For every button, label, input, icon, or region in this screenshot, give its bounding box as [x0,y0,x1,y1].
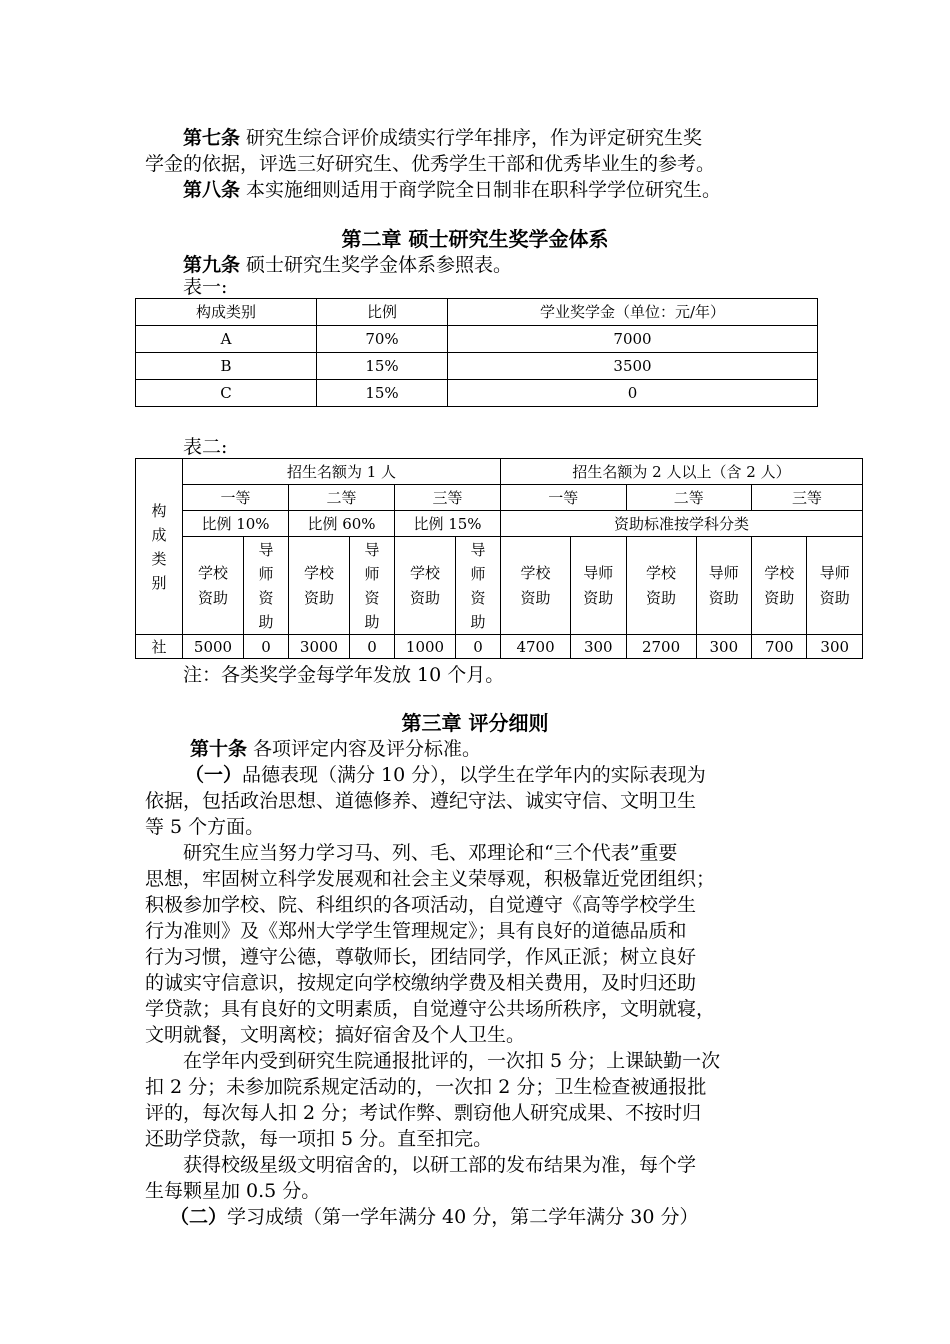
para2-line: 还助学贷款，每一项扣 5 分。直至扣完。 [145,1128,493,1150]
header-text: 导 [258,540,274,559]
header-text: 资 [258,588,274,607]
table-row [136,537,863,635]
table-cell: 0 [244,635,289,659]
table-row [136,380,818,407]
table-cell: 4700 [501,635,571,659]
para1-line: 的诚实守信意识，按规定向学校缴纳学费及相关费用，及时归还助 [145,972,697,994]
table-cell: 700 [752,635,807,659]
study-text: 学习成绩（第一学年满分 40 分，第二学年满分 30 分） [227,1206,699,1228]
grade-header: 三等 [752,485,863,511]
article-10-text: 各项评定内容及评分标准。 [247,738,482,760]
header-text: 导师 [708,563,739,582]
table-row [136,353,818,380]
table-cell: 5000 [183,635,244,659]
table-header: 比例 [317,299,448,326]
article-7-line-2: 学金的依据，评选三好研究生、优秀学生干部和优秀毕业生的参考。 [145,153,716,175]
grade-header: 三等 [395,485,501,511]
tutor-funding-header [350,537,395,635]
header-text: 资助 [583,588,614,607]
table-cell: 1000 [395,635,456,659]
table-cell: 0 [350,635,395,659]
header-text: 导 [364,540,380,559]
header-text: 导师 [819,563,850,582]
school-funding-header [395,537,456,635]
group-1-header: 招生名额为 1 人 [183,459,501,485]
table-cell: C [136,380,317,407]
tutor-funding-header [244,537,289,635]
header-text: 助 [258,612,274,631]
table-cell: B [136,353,317,380]
grade-header: 二等 [289,485,395,511]
moral-line-2: 依据，包括政治思想、道德修养、遵纪守法、诚实守信、文明卫生 [145,790,697,812]
category-char: 别 [151,573,167,592]
header-text: 师 [470,564,486,583]
table-row [136,635,863,659]
table-header: 学业奖学金（单位：元/年） [448,299,818,326]
para1-line: 学贷款；具有良好的文明素质，自觉遵守公共场所秩序，文明就寝， [145,998,716,1020]
school-funding-header [183,537,244,635]
header-text: 学校 [764,563,795,582]
para2-line: 在学年内受到研究生院通报批评的，一次扣 5 分；上课缺勤一次 [183,1050,721,1072]
ratio-cell: 比例 15% [395,511,501,537]
header-text: 资助 [764,588,795,607]
chapter-2-heading: 第二章 硕士研究生奖学金体系 [341,227,609,251]
category-char: 类 [151,549,167,568]
category-label-cell [136,459,183,635]
article-7-label: 第七条 [183,127,241,149]
grade-header: 一等 [183,485,289,511]
header-text: 师 [258,564,274,583]
header-text: 资助 [197,588,228,607]
para3-line: 生每颗星加 0.5 分。 [145,1180,321,1202]
article-10-label: 第十条 [190,738,248,760]
category-char: 构 [151,501,167,520]
header-text: 学校 [646,563,677,582]
para1-line: 行为习惯，遵守公德，尊敬师长，团结同学，作风正派；树立良好 [145,946,697,968]
study-label: （二） [170,1206,228,1228]
table-row [136,511,863,537]
header-text: 资助 [520,588,551,607]
header-text: 资助 [303,588,334,607]
tutor-funding-header [571,537,626,635]
article-9-text: 硕士研究生奖学金体系参照表。 [240,254,513,276]
header-text: 学校 [409,563,440,582]
article-8 [145,177,815,203]
header-text: 资助 [409,588,440,607]
table-cell: 2700 [626,635,696,659]
funding-standard-cell: 资助标准按学科分类 [501,511,863,537]
article-7 [145,125,815,151]
header-text: 学校 [197,563,228,582]
category-char: 成 [151,525,167,544]
article-8-text: 本实施细则适用于商学院全日制非在职科学学位研究生。 [240,179,722,201]
article-8-label: 第八条 [183,179,241,201]
moral-line-1 [185,762,855,788]
table-row [136,485,863,511]
header-text: 助 [470,612,486,631]
header-text: 助 [364,612,380,631]
table-1 [135,298,818,407]
study-line [170,1204,840,1230]
table-row [136,326,818,353]
header-text: 师 [364,564,380,583]
table-cell: 15% [317,380,448,407]
moral-line-3: 等 5 个方面。 [145,816,265,838]
ratio-cell: 比例 10% [183,511,289,537]
table-cell: 3000 [289,635,350,659]
article-9-label: 第九条 [183,254,241,276]
table-cell: 3500 [448,353,818,380]
para1-line: 行为准则》及《郑州大学学生管理规定》；具有良好的道德品质和 [145,920,687,942]
table-row [136,459,863,485]
para1-line: 文明就餐，文明离校；搞好宿舍及个人卫生。 [145,1024,526,1046]
table-1-caption: 表一: [183,276,228,298]
grade-header: 一等 [501,485,627,511]
grade-header: 二等 [626,485,752,511]
table-cell: 300 [696,635,751,659]
table-2-note: 注：各类奖学金每学年发放 10 个月。 [183,664,505,686]
table-cell: 7000 [448,326,818,353]
header-text: 资 [364,588,380,607]
school-funding-header [752,537,807,635]
header-text: 学校 [303,563,334,582]
ratio-cell: 比例 60% [289,511,395,537]
header-text: 学校 [520,563,551,582]
para2-line: 扣 2 分；未参加院系规定活动的，一次扣 2 分；卫生检查被通报批 [145,1076,707,1098]
school-funding-header [626,537,696,635]
row-label-cell: 社 [136,635,183,659]
table-cell: 15% [317,353,448,380]
header-text: 资助 [708,588,739,607]
table-cell: 70% [317,326,448,353]
header-text: 资助 [646,588,677,607]
table-2 [135,458,863,659]
table-row [136,299,818,326]
table-cell: A [136,326,317,353]
para3-line: 获得校级星级文明宿舍的，以研工部的发布结果为准，每个学 [183,1154,697,1176]
table-cell: 300 [571,635,626,659]
header-text: 资助 [819,588,850,607]
article-10 [190,736,860,762]
moral-label: （一） [185,764,243,786]
table-header: 构成类别 [136,299,317,326]
para2-line: 评的，每次每人扣 2 分；考试作弊、剽窃他人研究成果、不按时归 [145,1102,702,1124]
tutor-funding-header [696,537,751,635]
table-2-caption: 表二: [183,436,228,458]
chapter-3-heading: 第三章 评分细则 [401,711,549,735]
school-funding-header [501,537,571,635]
para1-line: 研究生应当努力学习马、列、毛、邓理论和“三个代表”重要 [183,842,678,864]
para1-line: 思想，牢固树立科学发展观和社会主义荣辱观，积极靠近党团组织； [145,868,716,890]
header-text: 导 [470,540,486,559]
moral-text: 品德表现（满分 10 分），以学生在学年内的实际表现为 [242,764,706,786]
table-cell: 0 [456,635,501,659]
tutor-funding-header [807,537,863,635]
table-cell: 300 [807,635,863,659]
table-cell: 0 [448,380,818,407]
para1-line: 积极参加学校、院、科组织的各项活动，自觉遵守《高等学校学生 [145,894,697,916]
article-7-line-1: 研究生综合评价成绩实行学年排序，作为评定研究生奖 [240,127,703,149]
header-text: 导师 [583,563,614,582]
tutor-funding-header [456,537,501,635]
header-text: 资 [470,588,486,607]
school-funding-header [289,537,350,635]
group-2-header: 招生名额为 2 人以上（含 2 人） [501,459,863,485]
